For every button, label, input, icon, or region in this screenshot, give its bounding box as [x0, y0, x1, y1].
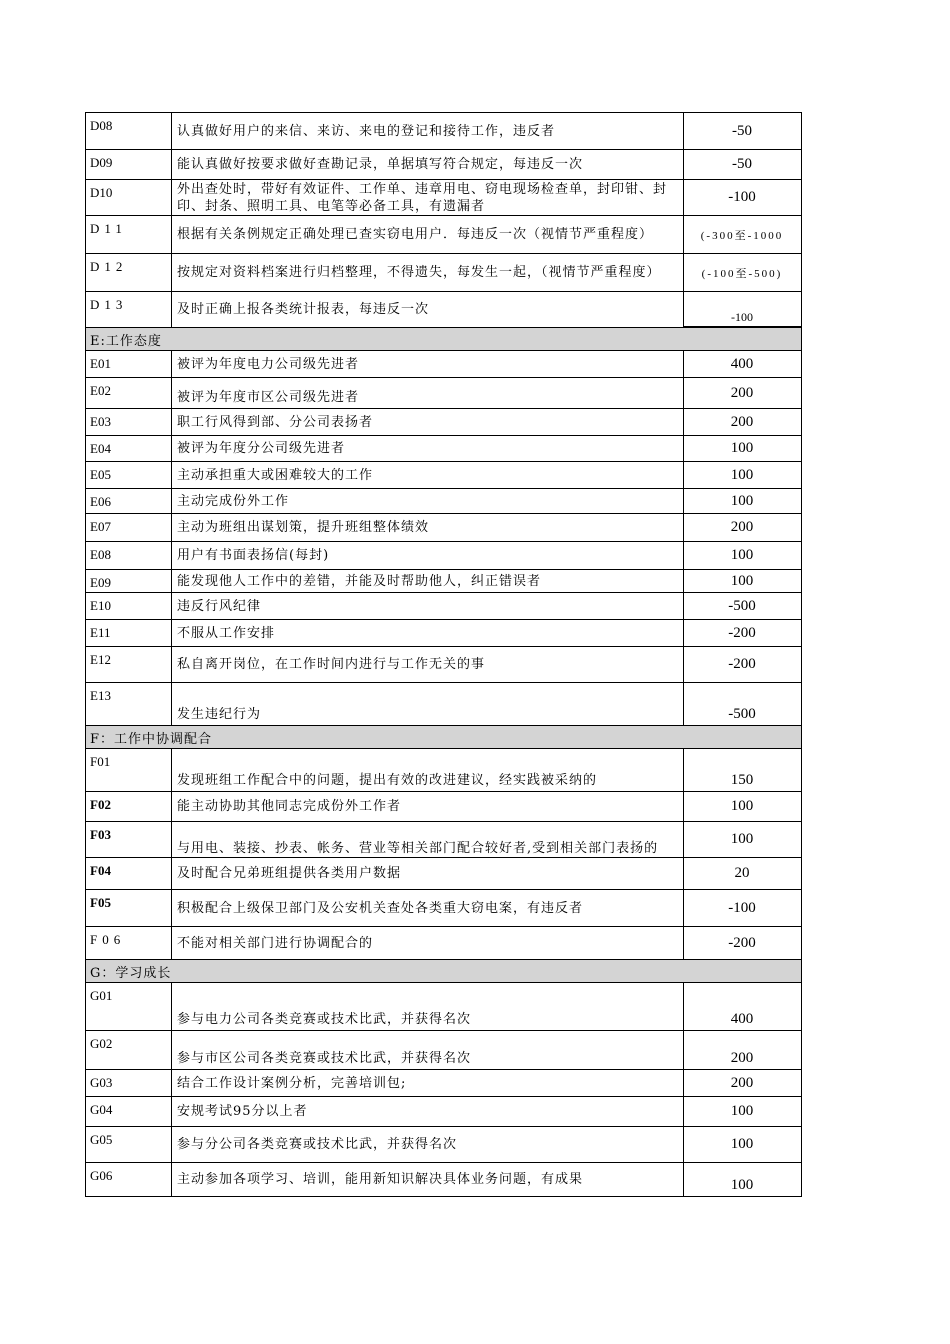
item-description: 认真做好用户的来信、来访、来电的登记和接待工作，违反者	[172, 113, 684, 149]
item-description: 参与市区公司各类竞赛或技术比武，并获得名次	[172, 1031, 684, 1069]
item-code: G03	[86, 1070, 172, 1096]
item-code: E10	[86, 593, 172, 619]
item-score: -200	[728, 624, 756, 641]
item-description: 根据有关条例规定正确处理已查实窃电用户．每违反一次（视情节严重程度）	[172, 216, 684, 253]
item-score: (-300至-1000	[700, 229, 784, 242]
table-row	[85, 1162, 802, 1197]
table-row	[85, 821, 802, 857]
table-row	[85, 646, 802, 682]
item-code: G02	[86, 1031, 172, 1069]
item-description: 及时正确上报各类统计报表，每违反一次	[172, 292, 684, 327]
item-description: 用户有书面表扬信(每封)	[172, 542, 684, 569]
item-description: 能主动协助其他同志完成份外工作者	[172, 792, 684, 821]
table-row	[85, 619, 802, 646]
item-description: 主动参加各项学习、培训，能用新知识解决具体业务问题，有成果	[172, 1163, 684, 1196]
table-row	[85, 682, 802, 725]
item-description: 能认真做好按要求做好查勘记录，单据填写符合规定，每违反一次	[172, 150, 684, 179]
table-row	[85, 569, 802, 592]
table-row	[85, 1069, 802, 1096]
item-description: 被评为年度市区公司级先进者	[172, 378, 684, 408]
table-row	[85, 377, 802, 408]
item-code: E01	[86, 351, 172, 377]
table-row	[85, 857, 802, 889]
table-row	[85, 1030, 802, 1069]
item-score: 100	[730, 547, 754, 563]
item-code: F01	[86, 749, 172, 791]
item-description: 被评为年度分公司级先进者	[172, 436, 684, 461]
item-code: F06	[86, 927, 172, 959]
table-row	[85, 461, 802, 488]
item-score: -500	[728, 706, 756, 722]
table-row	[85, 889, 802, 926]
table-row	[85, 435, 802, 461]
item-score: 100	[730, 798, 754, 814]
item-score: -200	[728, 934, 756, 951]
item-score: -100	[728, 189, 756, 205]
item-score: -100	[728, 899, 756, 916]
item-score: 100	[730, 466, 754, 483]
table-row	[85, 513, 802, 541]
item-score: 100	[730, 1136, 754, 1152]
item-score: 200	[730, 1050, 754, 1066]
table-row	[85, 350, 802, 377]
item-score: -200	[728, 656, 756, 672]
table-row	[85, 541, 802, 569]
item-description: 安规考试95分以上者	[172, 1097, 684, 1126]
item-description: 参与电力公司各类竞赛或技术比武，并获得名次	[172, 983, 684, 1030]
item-description: 职工行风得到部、分公司表扬者	[172, 409, 684, 435]
item-code: E09	[86, 570, 172, 592]
item-code: G06	[86, 1163, 172, 1196]
table-row	[85, 1096, 802, 1126]
section-title: F：工作中协调配合	[86, 726, 801, 748]
item-code: E04	[86, 436, 172, 461]
item-code: E13	[86, 683, 172, 725]
item-score: 400	[730, 1011, 754, 1027]
item-description: 及时配合兄弟班组提供各类用户数据	[172, 858, 684, 889]
item-code: F04	[86, 858, 172, 889]
section-header	[85, 959, 802, 982]
item-description: 主动承担重大或困难较大的工作	[172, 462, 684, 488]
item-code: E05	[86, 462, 172, 488]
score-column-frame	[683, 112, 802, 327]
item-score: 200	[730, 413, 754, 430]
item-code: F05	[86, 890, 172, 926]
item-score: (-100至-500)	[701, 267, 783, 280]
item-description: 被评为年度电力公司级先进者	[172, 351, 684, 377]
item-score: 400	[730, 355, 754, 372]
item-score: 20	[734, 865, 750, 881]
section-title: G：学习成长	[86, 960, 801, 982]
item-code: E02	[86, 378, 172, 408]
item-description: 发生违纪行为	[172, 683, 684, 725]
item-score: 100	[730, 1177, 754, 1193]
item-description: 主动为班组出谋划策，提升班组整体绩效	[172, 514, 684, 541]
item-code: D08	[86, 113, 172, 149]
item-code: F02	[86, 792, 172, 821]
item-code: E12	[86, 647, 172, 682]
item-code: D12	[86, 254, 172, 291]
table-row	[85, 926, 802, 959]
item-description: 外出查处时，带好有效证件、工作单、违章用电、窃电现场检查单，封印钳、封印、封条、照明工具、电笔等必备工具，有遗漏者	[172, 180, 684, 215]
item-description: 结合工作设计案例分析，完善培训包;	[172, 1070, 684, 1096]
item-score: 100	[730, 572, 754, 589]
item-code: E07	[86, 514, 172, 541]
item-description: 按规定对资料档案进行归档整理，不得遗失，每发生一起，（视情节严重程度）	[172, 254, 684, 291]
item-score: -100	[731, 310, 753, 324]
item-score: 100	[730, 831, 754, 847]
item-code: E11	[86, 620, 172, 646]
item-description: 积极配合上级保卫部门及公安机关查处各类重大窃电案，有违反者	[172, 890, 684, 926]
item-score: 100	[730, 440, 754, 456]
item-score: 150	[730, 772, 754, 788]
item-score: 100	[730, 492, 754, 509]
item-code: F03	[86, 822, 172, 857]
table-row	[85, 488, 802, 513]
item-score: 200	[730, 519, 754, 535]
item-score: 100	[730, 1103, 754, 1119]
item-code: G04	[86, 1097, 172, 1126]
item-score: 200	[730, 1074, 754, 1091]
item-description: 发现班组工作配合中的问题，提出有效的改进建议，经实践被采纳的	[172, 749, 684, 791]
item-code: E08	[86, 542, 172, 569]
table-row	[85, 1126, 802, 1162]
item-code: D11	[86, 216, 172, 253]
item-description: 能发现他人工作中的差错，并能及时帮助他人，纠正错误者	[172, 570, 684, 592]
item-score: -50	[732, 156, 752, 172]
item-code: E06	[86, 489, 172, 513]
table-row	[85, 748, 802, 791]
item-description: 主动完成份外工作	[172, 489, 684, 513]
table-row	[85, 982, 802, 1030]
item-score: 200	[730, 384, 754, 401]
item-code: G01	[86, 983, 172, 1030]
table-row	[85, 408, 802, 435]
item-code: D10	[86, 180, 172, 215]
item-score: -500	[728, 597, 756, 614]
item-code: G05	[86, 1127, 172, 1162]
table-row	[85, 592, 802, 619]
item-code: D09	[86, 150, 172, 179]
item-description: 与用电、装接、抄表、帐务、营业等相关部门配合较好者,受到相关部门表扬的	[172, 822, 684, 857]
item-description: 私自离开岗位，在工作时间内进行与工作无关的事	[172, 647, 684, 682]
item-description: 参与分公司各类竞赛或技术比武，并获得名次	[172, 1127, 684, 1162]
section-title: E:工作态度	[86, 328, 801, 350]
section-header	[85, 327, 802, 350]
item-code: E03	[86, 409, 172, 435]
item-description: 不服从工作安排	[172, 620, 684, 646]
item-description: 不能对相关部门进行协调配合的	[172, 927, 684, 959]
item-description: 违反行风纪律	[172, 593, 684, 619]
item-code: D13	[86, 292, 172, 327]
section-header	[85, 725, 802, 748]
item-score: -50	[732, 122, 752, 139]
table-row	[85, 791, 802, 821]
